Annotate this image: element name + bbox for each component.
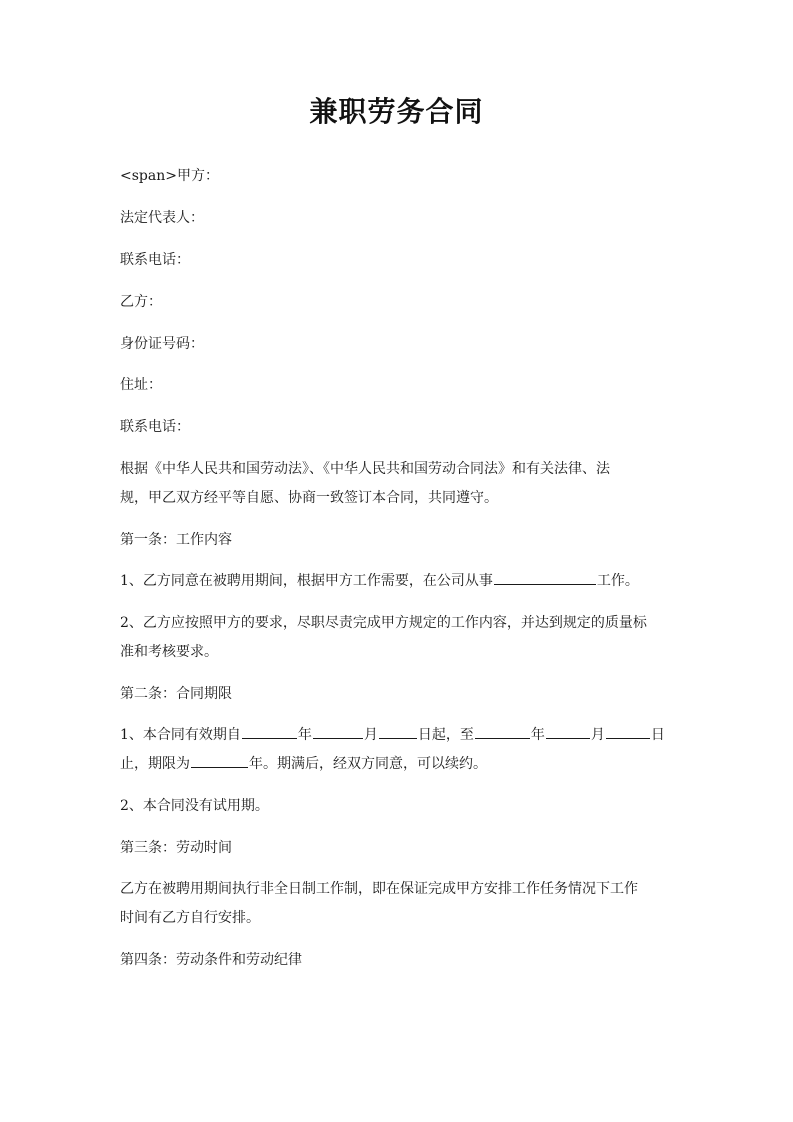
article-2-item-1-prefix: 1、本合同有效期自: [120, 727, 241, 743]
article-3-heading: 第三条：劳动时间: [120, 840, 232, 856]
month-label-2: 月: [590, 727, 605, 743]
article-2-heading: 第二条：合同期限: [120, 686, 232, 702]
phone-b-label: 联系电话：: [120, 419, 190, 435]
preamble-line-2: 规，甲乙双方经平等自愿、协商一致签订本合同，共同遵守。: [120, 490, 498, 506]
year-label-2: 年: [530, 727, 545, 743]
preamble-line-1: 根据《中华人民共和国劳动法》、《中华人民共和国劳动合同法》和有关法律、法: [120, 461, 610, 477]
term-years-blank[interactable]: [191, 753, 248, 768]
id-number-label: 身份证号码：: [120, 336, 204, 352]
job-blank-field[interactable]: [494, 570, 596, 585]
day-label: 日: [650, 727, 665, 743]
day-start-label: 日起，至: [417, 727, 474, 743]
phone-a-label: 联系电话：: [120, 252, 190, 268]
article-2-item-1-line-2-prefix: 止，期限为: [120, 756, 190, 772]
start-year-blank[interactable]: [242, 724, 297, 739]
article-4-heading: 第四条：劳动条件和劳动纪律: [120, 952, 302, 968]
article-1-item-2-line-1: 2、乙方应按照甲方的要求，尽职尽责完成甲方规定的工作内容，并达到规定的质量标: [120, 615, 647, 631]
month-label: 月: [363, 727, 378, 743]
article-2-item-1-line-2-suffix: 年。期满后，经双方同意，可以续约。: [249, 756, 487, 772]
page-title: 兼职劳务合同: [309, 95, 484, 128]
year-label: 年: [297, 727, 312, 743]
article-1-heading: 第一条：工作内容: [120, 532, 232, 548]
article-2-item-1-line-1: [120, 721, 676, 750]
party-a-label: <span>甲方：: [120, 168, 219, 184]
address-label: 住址：: [120, 377, 162, 393]
start-day-blank[interactable]: [379, 724, 417, 739]
article-1-item-1-suffix: 工作。: [596, 573, 639, 589]
article-2-item-1-line-2: [120, 750, 676, 779]
article-1-item-2-line-2: 准和考核要求。: [120, 644, 218, 660]
party-b-label: 乙方：: [120, 294, 162, 310]
article-3-body-line-2: 时间有乙方自行安排。: [120, 910, 260, 926]
end-month-blank[interactable]: [546, 724, 590, 739]
article-1-item-1-text: 1、乙方同意在被聘用期间，根据甲方工作需要，在公司从事: [120, 573, 493, 589]
end-day-blank[interactable]: [606, 724, 650, 739]
start-month-blank[interactable]: [313, 724, 363, 739]
end-year-blank[interactable]: [475, 724, 530, 739]
article-1-item-1: [120, 567, 676, 596]
article-3-body-line-1: 乙方在被聘用期间执行非全日制工作制，即在保证完成甲方安排工作任务情况下工作: [120, 881, 638, 897]
legal-rep-label: 法定代表人：: [120, 210, 204, 226]
article-2-item-2: 2、本合同没有试用期。: [120, 798, 269, 814]
